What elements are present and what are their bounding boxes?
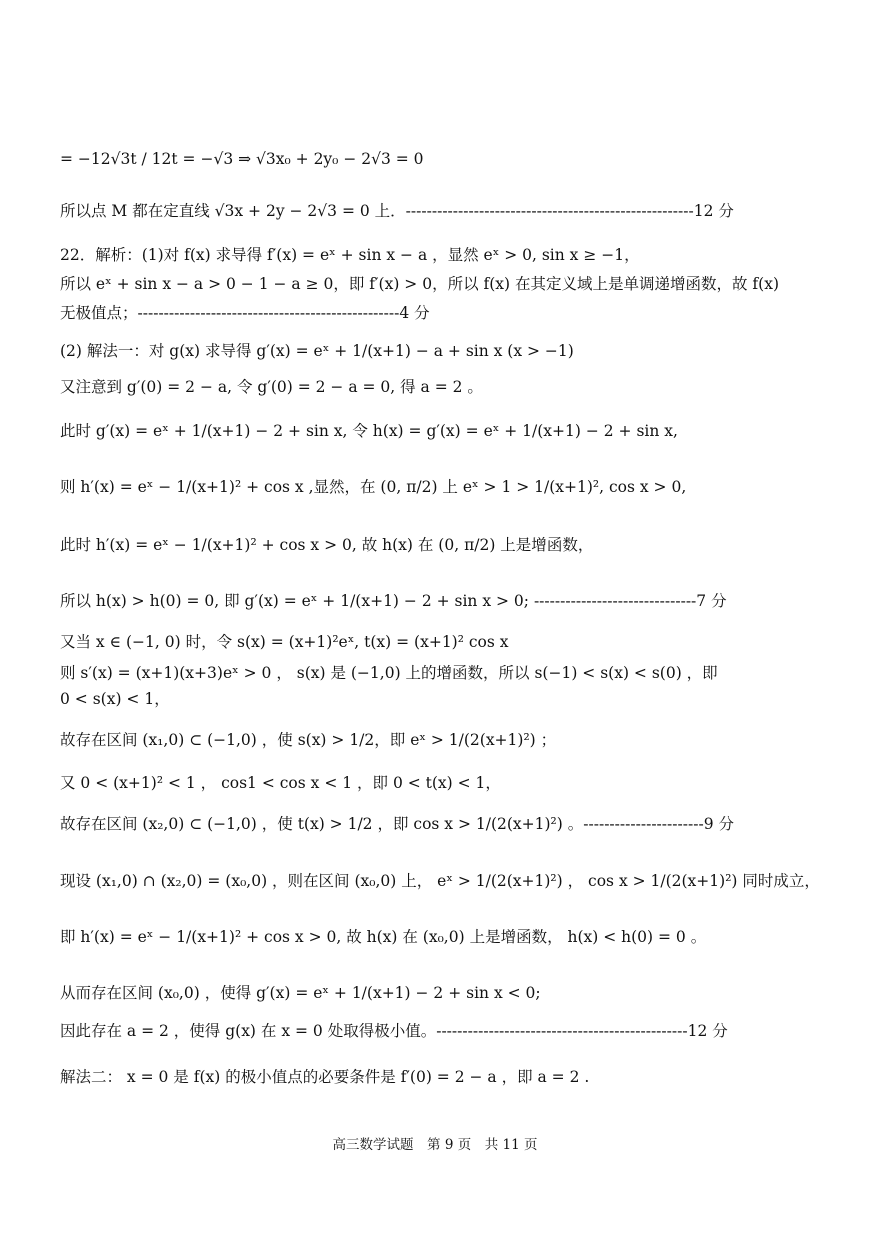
line-9: 则 h′(x) = eˣ − 1/(x+1)² + cos x ,显然，在 (0, π/2) 上 eˣ > 1 > 1/(x+1)², cos x > 0, — [60, 478, 687, 496]
line-6: (2) 解法一：对 g(x) 求导得 g′(x) = eˣ + 1/(x+1) − a + sin x (x > −1) — [60, 342, 574, 360]
line-15: 故存在区间 (x₁,0) ⊂ (−1,0) ，使 s(x) > 1/2，即 eˣ > 1/(2(x+1)²) ； — [60, 731, 557, 749]
line-5: 无极值点；--------------------------------------------------4 分 — [60, 304, 430, 322]
line-1: = −12√3t / 12t = −√3 ⇒ √3x₀ + 2y₀ − 2√3 = 0 — [60, 150, 424, 168]
line-21: 因此存在 a = 2 ，使得 g(x) 在 x = 0 处取得极小值。------------------------------------------------12 分 — [60, 1022, 728, 1040]
line-2: 所以点 M 都在定直线 √3x + 2y − 2√3 = 0 上．-------------------------------------------------------12 分 — [60, 202, 734, 220]
line-8: 此时 g′(x) = eˣ + 1/(x+1) − 2 + sin x, 令 h(x) = g′(x) = eˣ + 1/(x+1) − 2 + sin x, — [60, 422, 678, 440]
line-11: 所以 h(x) > h(0) = 0, 即 g′(x) = eˣ + 1/(x+1) − 2 + sin x > 0; -------------------------------7 分 — [60, 592, 727, 610]
line-4: 所以 eˣ + sin x − a > 0 − 1 − a ≥ 0，即 f′(x) > 0，所以 f(x) 在其定义域上是单调递增函数，故 f(x) — [60, 275, 779, 293]
line-16: 又 0 < (x+1)² < 1 ， cos1 < cos x < 1 ，即 0 < t(x) < 1， — [60, 774, 501, 792]
line-20: 从而存在区间 (x₀,0) ，使得 g′(x) = eˣ + 1/(x+1) − 2 + sin x < 0; — [60, 984, 541, 1002]
page-footer: 高三数学试题 第 9 页 共 11 页 — [332, 1137, 538, 1153]
line-7: 又注意到 g′(0) = 2 − a, 令 g′(0) = 2 − a = 0, 得 a = 2 。 — [60, 378, 483, 396]
line-22: 解法二： x = 0 是 f(x) 的极小值点的必要条件是 f′(0) = 2 − a ，即 a = 2 . — [60, 1068, 590, 1086]
line-12: 又当 x ∈ (−1, 0) 时，令 s(x) = (x+1)²eˣ, t(x) = (x+1)² cos x — [60, 633, 509, 651]
line-17: 故存在区间 (x₂,0) ⊂ (−1,0) ，使 t(x) > 1/2 ，即 cos x > 1/(2(x+1)²) 。-----------------------9 分 — [60, 815, 734, 833]
line-10: 此时 h′(x) = eˣ − 1/(x+1)² + cos x > 0, 故 h(x) 在 (0, π/2) 上是增函数， — [60, 536, 594, 554]
line-14: 0 < s(x) < 1， — [60, 690, 170, 708]
line-3: 22．解析：(1)对 f(x) 求导得 f′(x) = eˣ + sin x − a ，显然 eˣ > 0, sin x ≥ −1， — [60, 246, 640, 264]
line-18: 现设 (x₁,0) ∩ (x₂,0) = (x₀,0) ，则在区间 (x₀,0) 上， eˣ > 1/(2(x+1)²) ， cos x > 1/(2(x+1)²) 同时成立， — [60, 872, 820, 890]
line-19: 即 h′(x) = eˣ − 1/(x+1)² + cos x > 0, 故 h(x) 在 (x₀,0) 上是增函数， h(x) < h(0) = 0 。 — [60, 928, 707, 946]
line-13: 则 s′(x) = (x+1)(x+3)eˣ > 0 ， s(x) 是 (−1,0) 上的增函数，所以 s(−1) < s(x) < s(0) ，即 — [60, 664, 718, 682]
